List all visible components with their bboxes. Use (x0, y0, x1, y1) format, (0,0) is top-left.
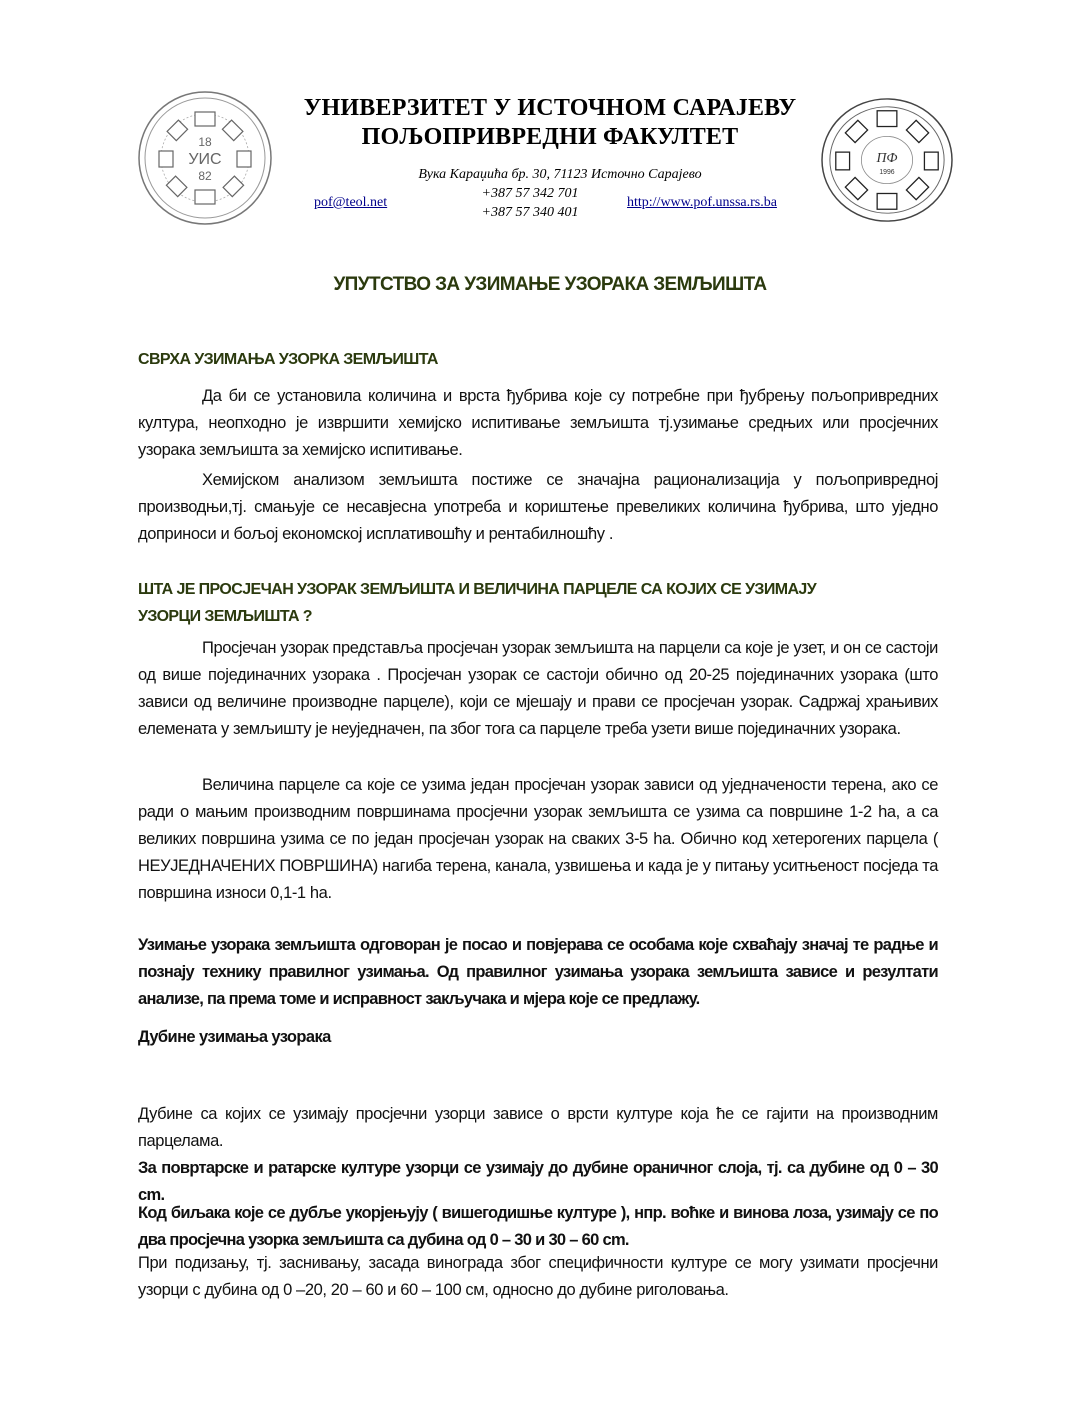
seal-text-top: 18 (198, 135, 212, 149)
paragraph: Хемијском анализом земљишта постиже се значајна рационализација у пољопривредној производњи,тј. смањује се несавјесна употреба и кориштење превеликих количина ђубрива, што уједно доприноси и бољој економској исплативошћу и рентабилношћу . (138, 471, 938, 543)
seal-year: 1996 (879, 168, 895, 176)
email-link[interactable]: pof@teol.net (314, 195, 388, 210)
seal-text-mid: УИС (188, 151, 222, 168)
heading-line: УЗОРЦИ ЗЕМЉИШТА ? (138, 608, 312, 625)
phone-2: +387 57 340 401 (481, 205, 579, 220)
seal-text-bottom: 82 (198, 169, 212, 183)
paragraph: Да би се установила количина и врста ђубрива које су потребне при ђубрењу пољопривредних култура, неопходно је извршити хемијско испитивање земљишта тј.узимање средњих или просјечних узорака земљишта за хемијско испитивање. (138, 387, 938, 459)
website-link[interactable]: http://www.pof.unssa.rs.ba (627, 195, 777, 210)
faculty-name: ПОЉОПРИВРЕДНИ ФАКУЛТЕТ (361, 124, 739, 150)
document-title: УПУТСТВО ЗА УЗИМАЊЕ УЗОРАКА ЗЕМЉИШТА (333, 274, 767, 295)
paragraph: Просјечан узорак представља просјечан узорак земљишта на парцели са које је узет, и он се састоји од више појединачних узорака . Просјечан узорак се састоји обично од 20-25 појединачних узорака (што зависи од величине производне парцеле), који се мјешају и прави се просјечан узорак. Садржај храњивих елемената у земљишту је неуједначен, па због тога са парцеле треба узети више појединачних узорака. (138, 639, 938, 738)
university-name: УНИВЕРЗИТЕТ У ИСТОЧНОМ САРАЈЕВУ (303, 95, 797, 121)
paragraph: При подизању, тј. заснивању, засада винограда због специфичности културе се могу узимати просјечни узорци с дубина од 0 –20, 20 – 60 и 60 – 100 см, односно до дубине риголовања. (138, 1254, 938, 1299)
university-seal-icon (135, 88, 275, 228)
address: Вука Караџића бр. 30, 71123 Источно Сарајево (418, 167, 702, 182)
paragraph-bold: Код биљака које се дубље укорјењују ( вишегодишње културе ), нпр. воћке и винова лоза, узимају се по два просјечна узорка земљишта са дубина од 0 – 30 и 30 – 60 cm. (138, 1204, 938, 1249)
section-heading-depths: Дубине узимања узорака (138, 1028, 331, 1046)
paragraph-bold: Узимање узорака земљишта одговоран је посао и повјерава се особама које схваћају значај те радње и познају технику правилног узимања. Од правилног узимања узорака земљишта зависе и резултати анализе, па према томе и исправност закључака и мјера које се предлажу. (138, 936, 938, 1008)
paragraph-bold: За повртарске и ратарске културе узорци се узимају до дубине ораничног слоја, тј. са дубине од 0 – 30 cm. (138, 1159, 938, 1204)
paragraph: Величина парцеле са које се узима један просјечан узорак зависи од уједначености терена, ако се ради о мањим производним површинама просјечни узорак земљишта се узима са површине 1-2 ha, а са великих површина узима се по један просјечан узорак на сваких 3-5 ha. Обично код хетерогених парцела ( НЕУЈЕДНАЧЕНИХ ПОВРШИНА) нагиба терена, канала, узвишења и када је у питању уситњеност посједа та површина износи 0,1-1 ha. (138, 776, 938, 902)
section-heading-average-sample (138, 576, 938, 630)
section-heading-purpose: СВРХА УЗИМАЊА УЗОРКА ЗЕМЉИШТА (138, 351, 438, 368)
heading-line: ШТА ЈЕ ПРОСЈЕЧАН УЗОРАК ЗЕМЉИШТА И ВЕЛИЧИНА ПАРЦЕЛЕ СА КОЈИХ СЕ УЗИМАЈУ (138, 581, 817, 598)
faculty-seal-icon (818, 95, 956, 225)
seal-center-text: ПФ (876, 149, 898, 165)
phone-1: +387 57 342 701 (481, 186, 579, 201)
paragraph: Дубине са којих се узимају просјечни узорци зависе о врсти културе која ће се гајити на производним парцелама. (138, 1105, 938, 1150)
